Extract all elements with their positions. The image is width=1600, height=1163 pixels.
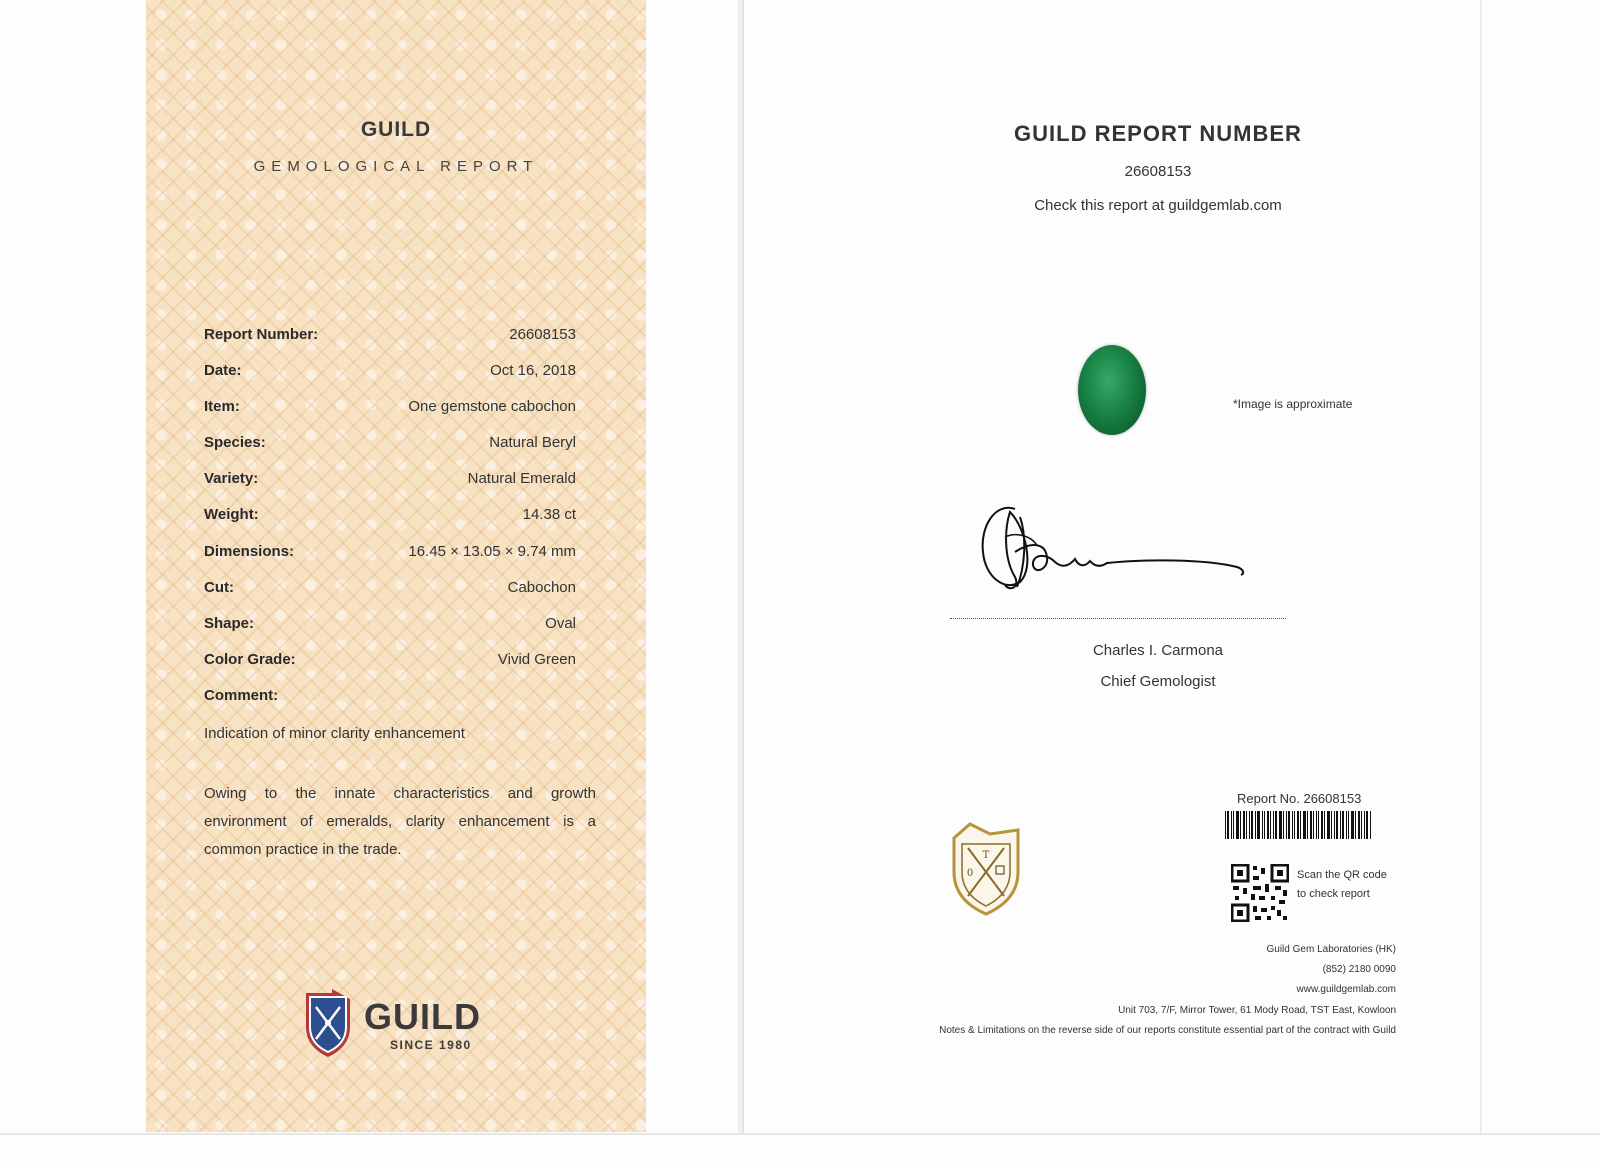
gemologist-name: Charles I. Carmona <box>1092 642 1224 659</box>
field-color-grade <box>204 651 576 687</box>
field-value: Natural Beryl <box>489 434 576 452</box>
barcode-bar <box>1334 811 1335 839</box>
field-dimensions <box>204 543 576 579</box>
barcode-bar <box>1318 811 1319 839</box>
field-shape <box>204 615 576 651</box>
field-report-number <box>204 326 576 362</box>
barcode-bar <box>1310 811 1312 839</box>
barcode-bar <box>1236 811 1239 839</box>
enhancement-note: Owing to the innate characteristics and growth environment of emeralds, clarity enhancement is a common practice in the trade. <box>204 785 596 858</box>
barcode-bar <box>1294 811 1295 839</box>
field-label: Dimensions: <box>204 542 295 560</box>
field-label: Date: <box>204 362 242 380</box>
barcode-bar <box>1262 811 1263 839</box>
lab-company: Guild Gem Laboratories (HK) <box>1266 944 1396 955</box>
field-value: 14.38 ct <box>522 506 576 524</box>
guild-shield-icon <box>302 989 354 1059</box>
field-value: One gemstone cabochon <box>408 398 576 416</box>
barcode-bar <box>1267 811 1269 839</box>
field-label: Color Grade: <box>204 650 296 668</box>
emerald-gem-image <box>1078 345 1146 435</box>
field-label: Variety: <box>204 470 259 488</box>
barcode-bar <box>1251 811 1253 839</box>
barcode-bar <box>1316 811 1317 839</box>
barcode-bar <box>1297 811 1299 839</box>
barcode-bar <box>1273 811 1274 839</box>
barcode-bar <box>1264 811 1265 839</box>
barcode-bar <box>1358 811 1360 839</box>
guild-logo-wordmark: GUILD <box>364 996 481 1037</box>
report-fields <box>204 326 576 723</box>
lab-phone: (852) 2180 0090 <box>1322 964 1396 975</box>
gemologist-title: Chief Gemologist <box>1100 673 1216 690</box>
barcode-bar <box>1327 811 1330 839</box>
field-value: Oval <box>545 614 576 632</box>
field-variety <box>204 470 576 506</box>
field-value: Cabochon <box>507 578 576 596</box>
barcode-bar <box>1231 811 1232 839</box>
signature-line <box>950 618 1286 620</box>
barcode-bar <box>1288 811 1290 839</box>
report-subtitle: GEMOLOGICAL REPORT <box>253 158 539 175</box>
qr-code-icon <box>1231 864 1289 922</box>
field-label: Report Number: <box>204 326 319 343</box>
report-number-title: GUILD REPORT NUMBER <box>1014 121 1302 146</box>
field-cut <box>204 579 576 615</box>
barcode-bar <box>1292 811 1293 839</box>
barcode-bar <box>1243 811 1245 839</box>
barcode-bar <box>1324 811 1325 839</box>
field-label: Cut: <box>204 578 234 596</box>
field-value: 16.45 × 13.05 × 9.74 mm <box>408 542 576 560</box>
barcode-icon <box>1225 811 1380 839</box>
field-label: Weight: <box>204 506 259 524</box>
barcode-bar <box>1286 811 1287 839</box>
signature-icon <box>975 497 1265 602</box>
report-cover-panel <box>146 0 646 1132</box>
image-note: *Image is approximate <box>1233 397 1353 411</box>
barcode-bar <box>1300 811 1301 839</box>
report-number: 26608153 <box>1124 163 1192 180</box>
field-label: Shape: <box>204 614 255 632</box>
field-value: Oct 16, 2018 <box>490 362 576 380</box>
barcode-bar <box>1249 811 1250 839</box>
field-item <box>204 398 576 434</box>
qr-instruction: Scan the QR code to check report <box>1297 869 1387 900</box>
barcode-bar <box>1364 811 1365 839</box>
barcode-bar <box>1346 811 1347 839</box>
page-edge <box>1480 0 1482 1135</box>
barcode-bar <box>1342 811 1344 839</box>
barcode-bar <box>1351 811 1354 839</box>
barcode-bar <box>1233 811 1234 839</box>
field-label: Comment: <box>204 686 279 704</box>
field-weight <box>204 506 576 542</box>
barcode-bar <box>1340 811 1341 839</box>
lab-address: Unit 703, 7/F, Mirror Tower, 61 Mody Road, TST East, Kowloon <box>1118 1005 1396 1016</box>
barcode-bar <box>1370 811 1371 839</box>
barcode-bar <box>1366 811 1368 839</box>
field-value: Vivid Green <box>497 650 576 668</box>
comment-text: Indication of minor clarity enhancement <box>204 725 465 742</box>
field-value: Natural Emerald <box>467 470 576 488</box>
barcode-bar <box>1255 811 1256 839</box>
barcode-bar <box>1336 811 1338 839</box>
barcode-bar <box>1283 811 1284 839</box>
barcode-bar <box>1307 811 1308 839</box>
field-species <box>204 434 576 470</box>
barcode-bar <box>1279 811 1282 839</box>
report-brand-title: GUILD <box>360 118 432 141</box>
barcode-bar <box>1240 811 1241 839</box>
page-fold <box>738 0 744 1135</box>
barcode-bar <box>1361 811 1362 839</box>
lab-website: www.guildgemlab.com <box>1296 984 1396 995</box>
barcode-bar <box>1270 811 1271 839</box>
barcode-bar <box>1275 811 1277 839</box>
field-comment <box>204 687 576 723</box>
barcode-bar <box>1225 811 1226 839</box>
barcode-bar <box>1331 811 1332 839</box>
svg-text:0: 0 <box>966 868 974 879</box>
barcode-bar <box>1321 811 1323 839</box>
guild-logo-since: SINCE 1980 <box>390 1038 472 1052</box>
barcode-bar <box>1303 811 1306 839</box>
svg-text:T: T <box>982 850 990 861</box>
barcode-bar <box>1227 811 1229 839</box>
barcode-bar <box>1355 811 1356 839</box>
field-value: 26608153 <box>509 326 576 343</box>
barcode-bar <box>1313 811 1314 839</box>
barcode-bar <box>1257 811 1260 839</box>
field-label: Species: <box>204 434 266 452</box>
barcode-bar <box>1348 811 1349 839</box>
verification-text: Check this report at guildgemlab.com <box>1034 197 1282 214</box>
page-bottom-edge <box>0 1133 1600 1135</box>
field-date <box>204 362 576 398</box>
field-label: Item: <box>204 398 240 416</box>
guild-crest-icon <box>950 820 1022 916</box>
notes-limitations: Notes & Limitations on the reverse side of our reports constitute essential part of the contract with Guild <box>939 1025 1396 1036</box>
report-no-label: Report No. 26608153 <box>1237 791 1362 806</box>
barcode-bar <box>1246 811 1247 839</box>
